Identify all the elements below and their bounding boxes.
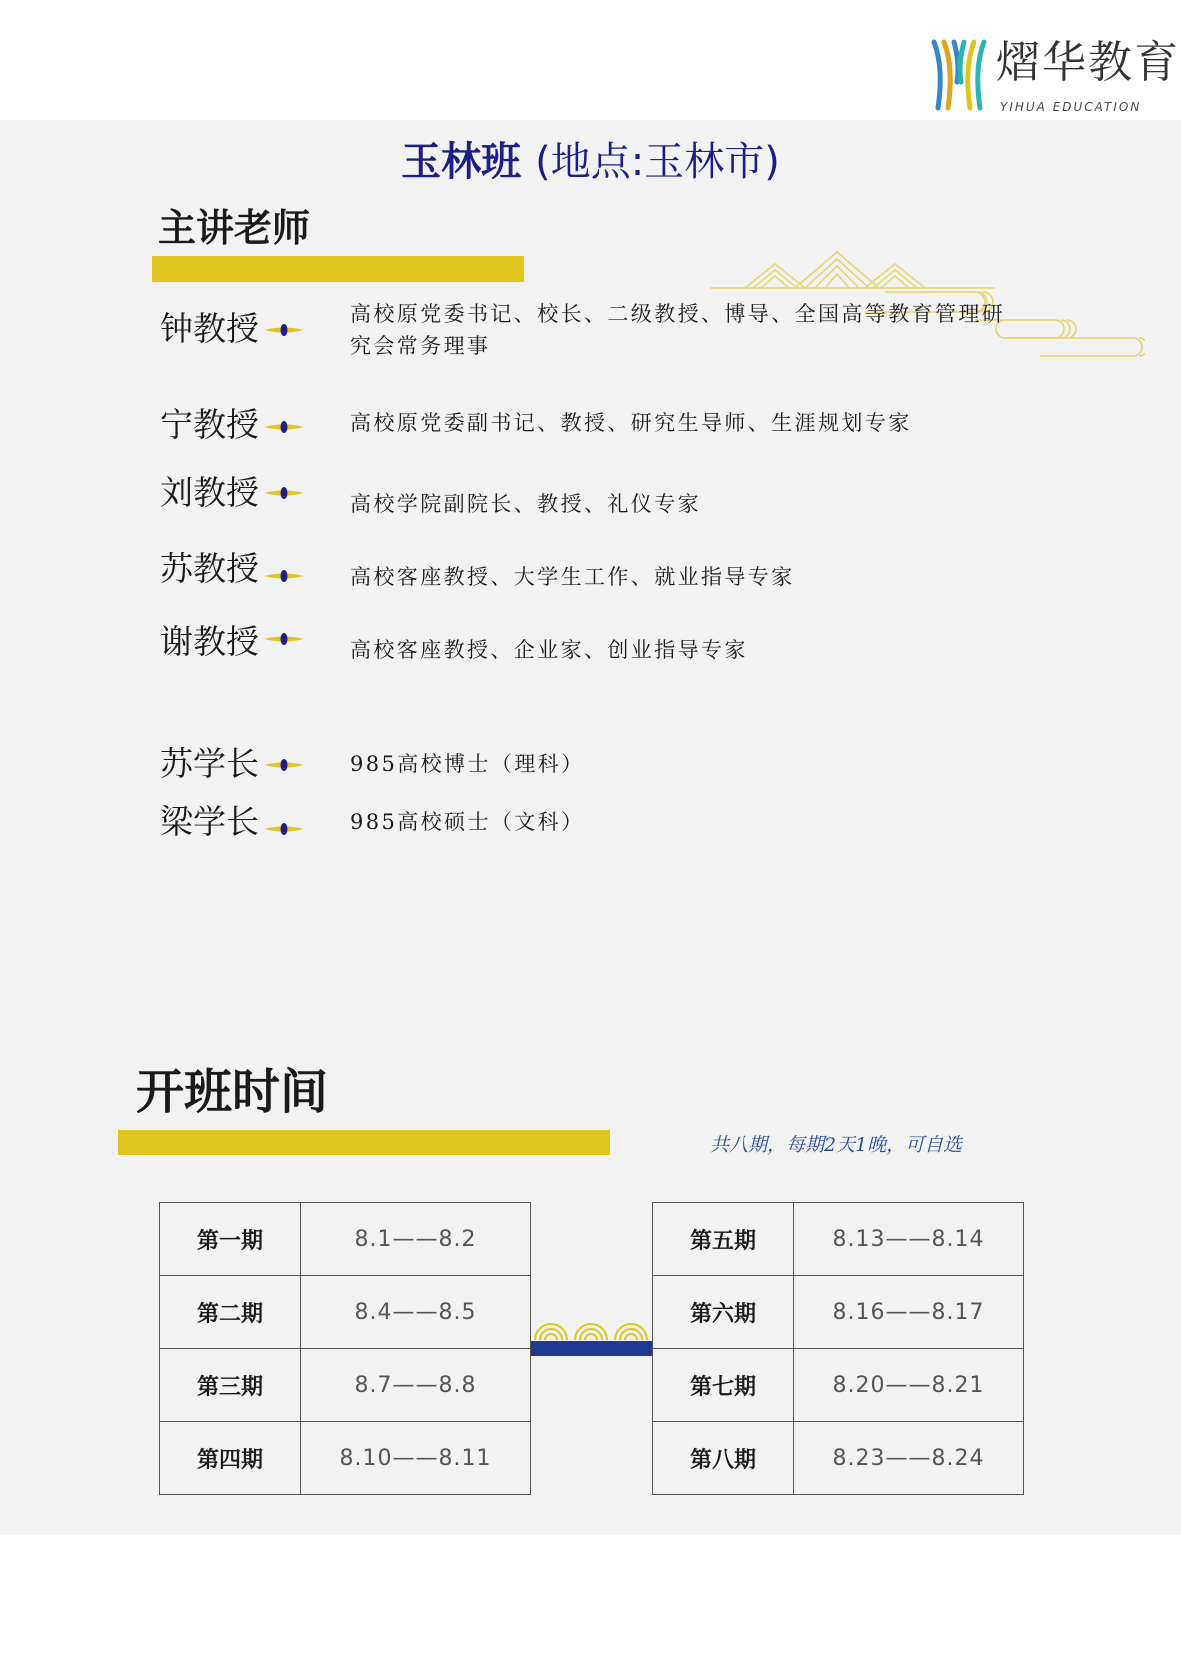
table-row bbox=[653, 1276, 1024, 1349]
teachers-heading-bar bbox=[152, 256, 524, 282]
teacher-name: 苏学长 bbox=[160, 744, 259, 783]
bullet-icon bbox=[264, 420, 304, 434]
session-dates: 8.13——8.14 bbox=[794, 1203, 1024, 1276]
session-label: 第六期 bbox=[653, 1276, 794, 1349]
teacher-name: 梁学长 bbox=[160, 802, 259, 841]
table-row bbox=[653, 1203, 1024, 1276]
logo-mark-icon bbox=[930, 38, 988, 114]
teacher-name: 刘教授 bbox=[160, 473, 259, 512]
schedule-heading-bar bbox=[118, 1130, 610, 1155]
schedule-heading: 开班时间 bbox=[136, 1064, 329, 1120]
session-label: 第一期 bbox=[160, 1203, 301, 1276]
session-label: 第七期 bbox=[653, 1349, 794, 1422]
session-dates: 8.23——8.24 bbox=[794, 1422, 1024, 1495]
session-dates: 8.4——8.5 bbox=[301, 1276, 531, 1349]
table-row bbox=[160, 1422, 531, 1495]
teachers-heading: 主讲老师 bbox=[158, 206, 311, 250]
schedule-table-left bbox=[159, 1202, 531, 1495]
teacher-name: 宁教授 bbox=[160, 405, 259, 444]
table-row bbox=[160, 1349, 531, 1422]
session-dates: 8.1——8.2 bbox=[301, 1203, 531, 1276]
session-label: 第八期 bbox=[653, 1422, 794, 1495]
class-name: 玉林班 bbox=[401, 139, 522, 185]
session-dates: 8.16——8.17 bbox=[794, 1276, 1024, 1349]
schedule-table-right bbox=[652, 1202, 1024, 1495]
class-location: (地点:玉林市) bbox=[535, 139, 780, 185]
session-label: 第四期 bbox=[160, 1422, 301, 1495]
teacher-desc: 985高校硕士（文科） bbox=[350, 810, 585, 834]
bullet-icon bbox=[264, 632, 304, 646]
session-label: 第五期 bbox=[653, 1203, 794, 1276]
bullet-icon bbox=[264, 486, 304, 500]
bullet-icon bbox=[264, 323, 304, 337]
page-title bbox=[0, 134, 1181, 190]
teacher-name: 谢教授 bbox=[160, 622, 259, 661]
teacher-desc: 高校原党委书记、校长、二级教授、博导、全国高等教育管理研究会常务理事 bbox=[350, 302, 1006, 358]
teacher-desc: 高校原党委副书记、教授、研究生导师、生涯规划专家 bbox=[350, 411, 912, 435]
bullet-icon bbox=[264, 569, 304, 583]
teacher-name: 苏教授 bbox=[160, 549, 259, 588]
logo-name-cn: 熠华教育 bbox=[996, 37, 1180, 88]
logo bbox=[930, 36, 1180, 122]
table-row bbox=[653, 1422, 1024, 1495]
teacher-desc: 高校客座教授、企业家、创业指导专家 bbox=[350, 638, 748, 662]
bullet-icon bbox=[264, 822, 304, 836]
bullet-icon bbox=[264, 758, 304, 772]
table-connector-decoration bbox=[531, 1316, 652, 1358]
teacher-desc: 高校学院副院长、教授、礼仪专家 bbox=[350, 492, 701, 516]
session-label: 第二期 bbox=[160, 1276, 301, 1349]
session-label: 第三期 bbox=[160, 1349, 301, 1422]
session-dates: 8.10——8.11 bbox=[301, 1422, 531, 1495]
table-row bbox=[653, 1349, 1024, 1422]
table-row bbox=[160, 1203, 531, 1276]
logo-name-en: YIHUA EDUCATION bbox=[1000, 100, 1142, 114]
teacher-desc: 高校客座教授、大学生工作、就业指导专家 bbox=[350, 565, 795, 589]
session-dates: 8.20——8.21 bbox=[794, 1349, 1024, 1422]
table-row bbox=[160, 1276, 531, 1349]
teacher-name: 钟教授 bbox=[160, 309, 259, 348]
teacher-desc: 985高校博士（理科） bbox=[350, 752, 585, 776]
session-dates: 8.7——8.8 bbox=[301, 1349, 531, 1422]
schedule-note: 共八期，每期2天1晚，可自选 bbox=[710, 1134, 963, 1156]
